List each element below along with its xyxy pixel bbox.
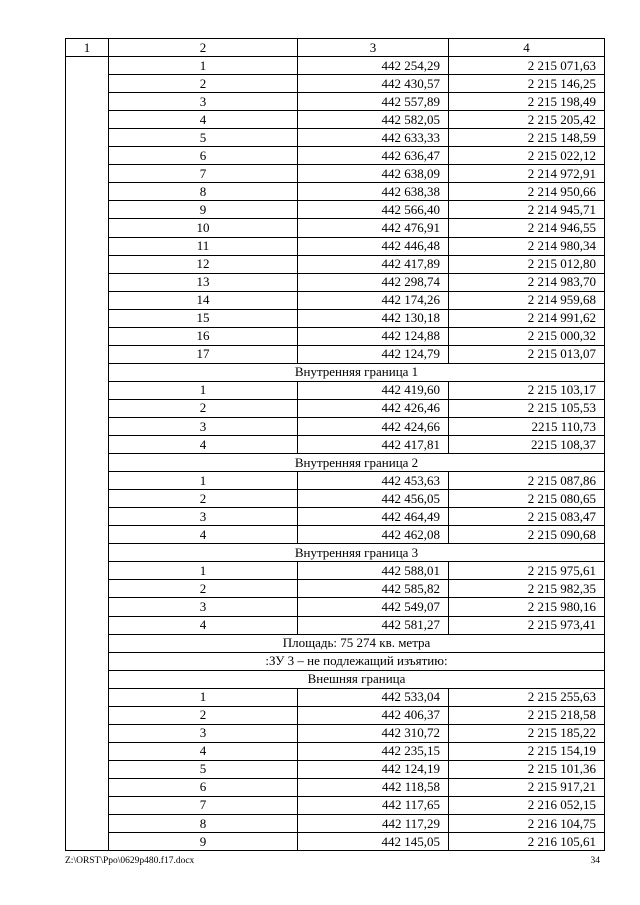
y-coordinate-cell: 2 215 980,16 — [449, 598, 605, 616]
y-coordinate-cell: 2215 108,37 — [449, 436, 605, 454]
point-number-cell: 7 — [109, 796, 298, 814]
table-row — [66, 580, 605, 598]
y-coordinate-cell: 2 214 991,62 — [449, 309, 605, 327]
y-coordinate-cell: 2 215 000,32 — [449, 327, 605, 345]
y-coordinate-cell: 2 214 980,34 — [449, 237, 605, 255]
y-coordinate-cell: 2 215 013,07 — [449, 345, 605, 363]
point-number-cell: 4 — [109, 742, 298, 760]
table-row — [66, 273, 605, 291]
point-number-cell: 4 — [109, 111, 298, 129]
x-coordinate-cell: 442 118,58 — [298, 778, 449, 796]
y-coordinate-cell: 2 215 087,86 — [449, 472, 605, 490]
point-number-cell: 2 — [109, 75, 298, 93]
x-coordinate-cell: 442 582,05 — [298, 111, 449, 129]
x-coordinate-cell: 442 430,57 — [298, 75, 449, 93]
table-row — [66, 616, 605, 634]
point-number-cell: 9 — [109, 201, 298, 219]
point-number-cell: 7 — [109, 165, 298, 183]
point-number-cell: 4 — [109, 526, 298, 544]
y-coordinate-cell: 2 215 148,59 — [449, 129, 605, 147]
table-row — [66, 706, 605, 724]
point-number-cell: 14 — [109, 291, 298, 309]
x-coordinate-cell: 442 476,91 — [298, 219, 449, 237]
y-coordinate-cell: 2 215 012,80 — [449, 255, 605, 273]
x-coordinate-cell: 442 174,26 — [298, 291, 449, 309]
x-coordinate-cell: 442 638,38 — [298, 183, 449, 201]
point-number-cell: 16 — [109, 327, 298, 345]
point-number-cell: 10 — [109, 219, 298, 237]
table-row — [66, 219, 605, 237]
x-coordinate-cell: 442 145,05 — [298, 833, 449, 851]
x-coordinate-cell: 442 124,88 — [298, 327, 449, 345]
table-row — [66, 508, 605, 526]
x-coordinate-cell: 442 633,33 — [298, 129, 449, 147]
point-number-cell: 2 — [109, 490, 298, 508]
table-row — [66, 724, 605, 742]
table-row — [66, 562, 605, 580]
point-number-cell: 11 — [109, 237, 298, 255]
header-cell: 3 — [298, 39, 449, 57]
y-coordinate-cell: 2 215 103,17 — [449, 381, 605, 399]
table-row — [66, 760, 605, 778]
section-title-row-cell: Внутренняя граница 3 — [109, 544, 605, 562]
table-row — [66, 165, 605, 183]
x-coordinate-cell: 442 426,46 — [298, 399, 449, 417]
point-number-cell: 13 — [109, 273, 298, 291]
y-coordinate-cell: 2 215 071,63 — [449, 57, 605, 75]
y-coordinate-cell: 2 215 083,47 — [449, 508, 605, 526]
table-row — [66, 129, 605, 147]
table-row — [66, 833, 605, 851]
x-coordinate-cell: 442 124,79 — [298, 345, 449, 363]
table-row — [66, 327, 605, 345]
point-number-cell: 1 — [109, 562, 298, 580]
x-coordinate-cell: 442 417,89 — [298, 255, 449, 273]
table-row — [66, 147, 605, 165]
x-coordinate-cell: 442 235,15 — [298, 742, 449, 760]
point-number-cell: 1 — [109, 57, 298, 75]
y-coordinate-cell: 2 215 205,42 — [449, 111, 605, 129]
y-coordinate-cell: 2 215 198,49 — [449, 93, 605, 111]
table-row — [66, 111, 605, 129]
table-row — [66, 309, 605, 327]
point-number-cell: 4 — [109, 436, 298, 454]
x-coordinate-cell: 442 638,09 — [298, 165, 449, 183]
point-number-cell: 3 — [109, 508, 298, 526]
table-row — [66, 57, 605, 75]
point-number-cell: 5 — [109, 129, 298, 147]
x-coordinate-cell: 442 417,81 — [298, 436, 449, 454]
x-coordinate-cell: 442 453,63 — [298, 472, 449, 490]
y-coordinate-cell: 2 214 945,71 — [449, 201, 605, 219]
section-title-row-cell: Внутренняя граница 1 — [109, 363, 605, 381]
x-coordinate-cell: 442 310,72 — [298, 724, 449, 742]
table-row — [66, 472, 605, 490]
point-number-cell: 17 — [109, 345, 298, 363]
table-row — [66, 381, 605, 399]
y-coordinate-cell: 2 215 101,36 — [449, 760, 605, 778]
x-coordinate-cell: 442 557,89 — [298, 93, 449, 111]
table-row — [66, 436, 605, 454]
table-row — [66, 417, 605, 435]
point-number-cell: 12 — [109, 255, 298, 273]
y-coordinate-cell: 2 214 946,55 — [449, 219, 605, 237]
table-row — [66, 291, 605, 309]
x-coordinate-cell: 442 581,27 — [298, 616, 449, 634]
x-coordinate-cell: 442 636,47 — [298, 147, 449, 165]
point-number-cell: 1 — [109, 472, 298, 490]
point-number-cell: 2 — [109, 580, 298, 598]
table-row — [66, 688, 605, 706]
x-coordinate-cell: 442 406,37 — [298, 706, 449, 724]
table-row — [66, 345, 605, 363]
point-number-cell: 8 — [109, 815, 298, 833]
point-number-cell: 6 — [109, 147, 298, 165]
x-coordinate-cell: 442 456,05 — [298, 490, 449, 508]
point-number-cell: 1 — [109, 381, 298, 399]
point-number-cell: 15 — [109, 309, 298, 327]
x-coordinate-cell: 442 566,40 — [298, 201, 449, 219]
header-cell: 2 — [109, 39, 298, 57]
x-coordinate-cell: 442 549,07 — [298, 598, 449, 616]
x-coordinate-cell: 442 298,74 — [298, 273, 449, 291]
land-plot-row — [66, 652, 605, 670]
table-row — [66, 815, 605, 833]
table-row — [66, 796, 605, 814]
section-title-row-cell: Внешняя граница — [109, 670, 605, 688]
section-title-row — [66, 363, 605, 381]
y-coordinate-cell: 2 215 255,63 — [449, 688, 605, 706]
x-coordinate-cell: 442 254,29 — [298, 57, 449, 75]
y-coordinate-cell: 2 214 972,91 — [449, 165, 605, 183]
y-coordinate-cell: 2 214 950,66 — [449, 183, 605, 201]
y-coordinate-cell: 2 215 975,61 — [449, 562, 605, 580]
section-title-row — [66, 670, 605, 688]
x-coordinate-cell: 442 117,65 — [298, 796, 449, 814]
area-row-cell: Площадь: 75 274 кв. метра — [109, 634, 605, 652]
y-coordinate-cell: 2 215 022,12 — [449, 147, 605, 165]
coordinates-table — [65, 38, 605, 851]
point-number-cell: 1 — [109, 688, 298, 706]
point-number-cell: 8 — [109, 183, 298, 201]
y-coordinate-cell: 2 215 185,22 — [449, 724, 605, 742]
point-number-cell: 3 — [109, 724, 298, 742]
x-coordinate-cell: 442 462,08 — [298, 526, 449, 544]
table-row — [66, 93, 605, 111]
y-coordinate-cell: 2 216 105,61 — [449, 833, 605, 851]
y-coordinate-cell: 2 215 090,68 — [449, 526, 605, 544]
x-coordinate-cell: 442 424,66 — [298, 417, 449, 435]
section-title-row — [66, 454, 605, 472]
y-coordinate-cell: 2 215 218,58 — [449, 706, 605, 724]
y-coordinate-cell: 2 216 104,75 — [449, 815, 605, 833]
x-coordinate-cell: 442 588,01 — [298, 562, 449, 580]
point-number-cell: 3 — [109, 93, 298, 111]
x-coordinate-cell: 442 419,60 — [298, 381, 449, 399]
land-plot-row-cell: :ЗУ 3 – не подлежащий изъятию: — [109, 652, 605, 670]
x-coordinate-cell: 442 130,18 — [298, 309, 449, 327]
table-row — [66, 237, 605, 255]
x-coordinate-cell: 442 464,49 — [298, 508, 449, 526]
table-row — [66, 75, 605, 93]
header-cell: 1 — [66, 39, 109, 57]
section-title-row-cell: Внутренняя граница 2 — [109, 454, 605, 472]
point-number-cell: 3 — [109, 598, 298, 616]
table-row — [66, 399, 605, 417]
point-number-cell: 5 — [109, 760, 298, 778]
page-number: 34 — [590, 856, 600, 866]
point-number-cell: 6 — [109, 778, 298, 796]
x-coordinate-cell: 442 533,04 — [298, 688, 449, 706]
y-coordinate-cell: 2 215 105,53 — [449, 399, 605, 417]
y-coordinate-cell: 2 215 154,19 — [449, 742, 605, 760]
x-coordinate-cell: 442 124,19 — [298, 760, 449, 778]
point-number-cell: 9 — [109, 833, 298, 851]
x-coordinate-cell: 442 585,82 — [298, 580, 449, 598]
x-coordinate-cell: 442 117,29 — [298, 815, 449, 833]
point-number-cell: 3 — [109, 417, 298, 435]
y-coordinate-cell: 2215 110,73 — [449, 417, 605, 435]
table-row — [66, 490, 605, 508]
y-coordinate-cell: 2 216 052,15 — [449, 796, 605, 814]
point-number-cell: 4 — [109, 616, 298, 634]
footer-file-path: Z:\ORST\Ppo\0629p480.f17.docx — [65, 856, 195, 866]
table-row — [66, 183, 605, 201]
y-coordinate-cell: 2 215 973,41 — [449, 616, 605, 634]
y-coordinate-cell: 2 214 959,68 — [449, 291, 605, 309]
y-coordinate-cell: 2 215 080,65 — [449, 490, 605, 508]
y-coordinate-cell: 2 215 917,21 — [449, 778, 605, 796]
header-row — [66, 39, 605, 57]
table-row — [66, 778, 605, 796]
table-row — [66, 255, 605, 273]
x-coordinate-cell: 442 446,48 — [298, 237, 449, 255]
column-1-cell — [66, 57, 109, 851]
table-row — [66, 598, 605, 616]
point-number-cell: 2 — [109, 706, 298, 724]
table-row — [66, 742, 605, 760]
table-row — [66, 201, 605, 219]
y-coordinate-cell: 2 215 982,35 — [449, 580, 605, 598]
y-coordinate-cell: 2 214 983,70 — [449, 273, 605, 291]
area-row — [66, 634, 605, 652]
point-number-cell: 2 — [109, 399, 298, 417]
section-title-row — [66, 544, 605, 562]
table-row — [66, 526, 605, 544]
y-coordinate-cell: 2 215 146,25 — [449, 75, 605, 93]
header-cell: 4 — [449, 39, 605, 57]
